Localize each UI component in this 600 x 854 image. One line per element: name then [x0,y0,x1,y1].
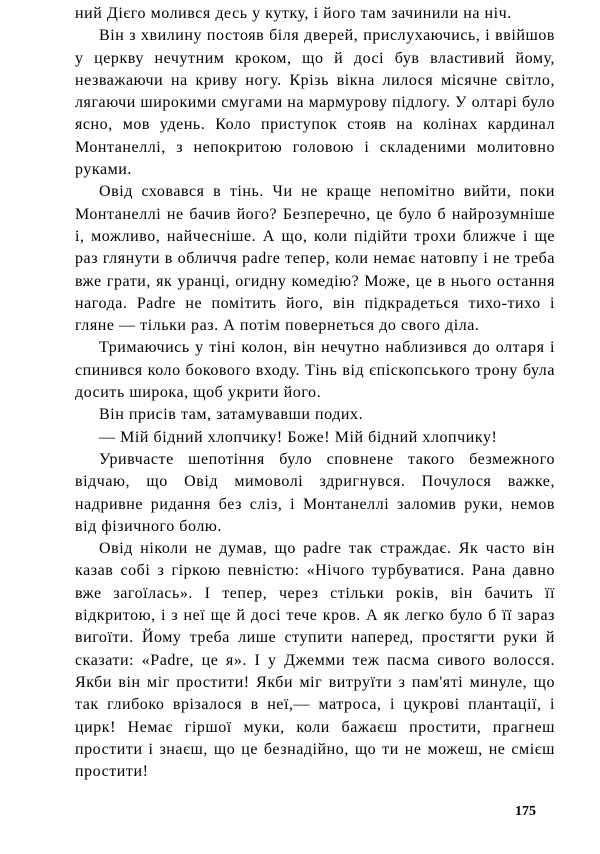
paragraph: Він присів там, затамувавши подих. [99,406,364,424]
paragraph: Овід ніколи не думав, що padre так страждає. Як часто він казав собі з гіркою певністю: «Нічого турбуватися. Рана давно вже загоїлась». І тепер, через стільки років, він бачить її відкритою, і з неї ще й досі тече кров. А як легко було б її зараз вигоїти. Йому треба лише ступити наперед, простягти руки й сказати: «Padre, це я». І у Джемми теж пасма сивого волосся. Якби він міг простити! Якби міг витруїти з пам'яті минуле, що так глибоко врізалося в неї,— матроса, і цукрові плантації, і цирк! Немає гіршої муки, коли бажаєш простити, прагнеш простити і знаєш, що це безнадійно, що ти не можеш, не смієш простити! [75,540,555,781]
paragraph: Він з хвилину постояв біля дверей, прислухаючись, і ввійшов у церкву нечутним кроком, що й досі був властивий йому, незважаючи на криву ногу. Крізь вікна лилося місячне світло, лягаючи широкими смугами на мармурову підлогу. У олтарі було ясно, мов удень. Коло приступок стояв на колінах кардинал Монтанеллі, з непокритою головою і складеними молитовно руками. [75,27,555,179]
paragraph: Овід сховався в тінь. Чи не краще непомітно вийти, поки Монтанеллі не бачив його? Безперечно, це було б найрозумніше і, можливо, найчесніше. А що, коли підійти трохи ближче і ще раз глянути в обличчя padre тепер, коли немає натовпу і не треба вже грати, як уранці, огидну комедію? Може, це в нього остання нагода. Padre не помітить його, він підкрадеться тихо-тихо і гляне — тільки раз. А потім повернеться до свого діла. [75,183,555,335]
paragraph: Тримаючись у тіні колон, він нечутно наблизився до олтаря і спинився коло бокового входу. Тінь від єпіскопського трону була досить широка, щоб укрити його. [75,339,555,402]
paragraph: ний Дієго молився десь у кутку, і його там зачинили на ніч. [75,5,512,22]
page-number: 175 [515,804,536,819]
page-body [75,3,555,783]
paragraph: — Мій бідний хлопчику! Боже! Мій бідний хлопчику! [99,428,498,446]
paragraph: Уривчасте шепотіння було сповнене такого безмежного відчаю, що Овід мимоволі здригнувся. Почулося важке, надривне ридання без сліз, і Монтанеллі заломив руки, немов від фізичного болю. [75,450,555,535]
